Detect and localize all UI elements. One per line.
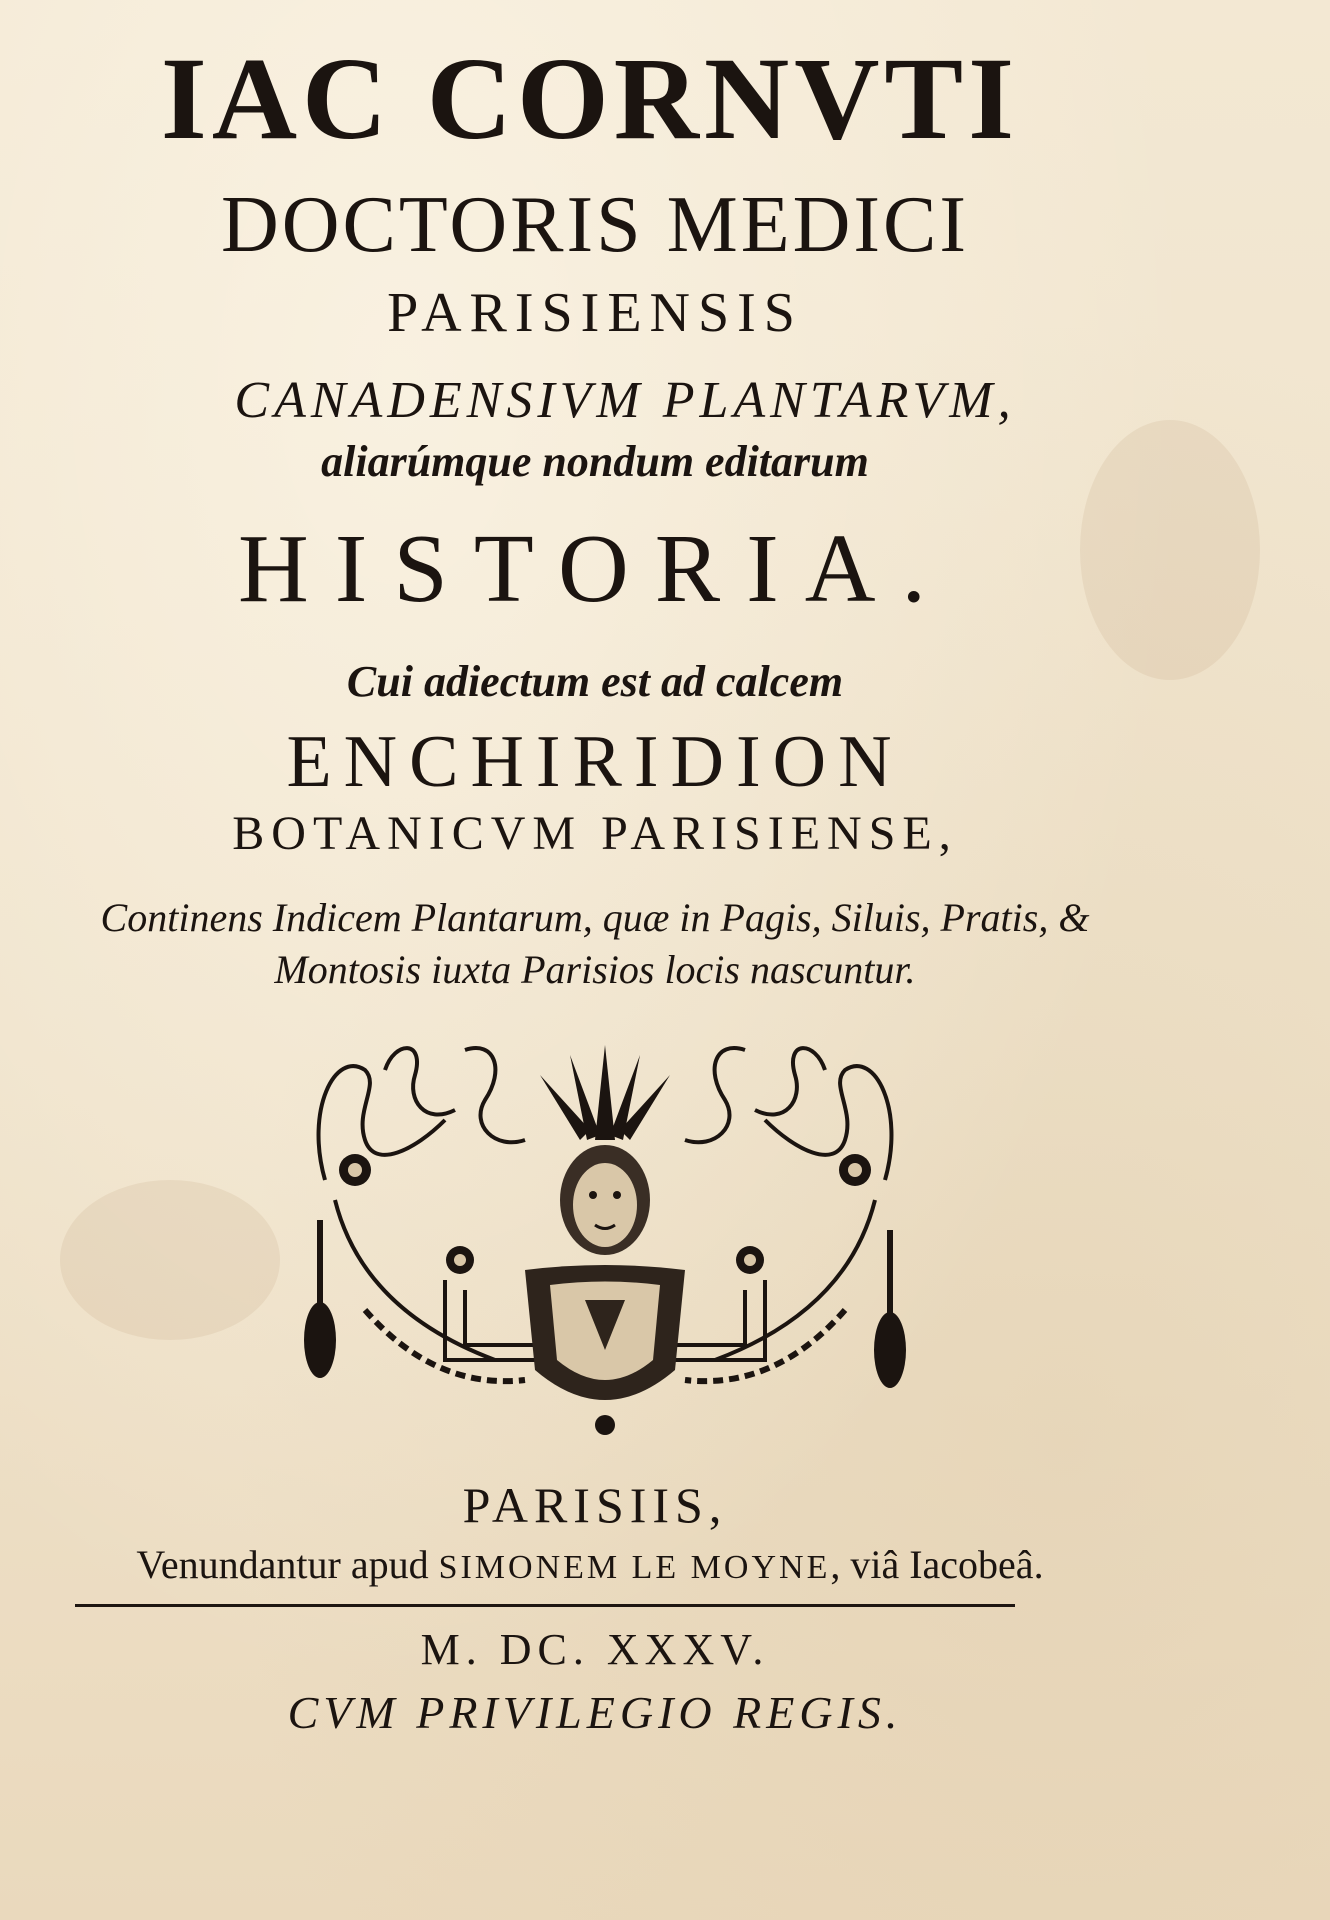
imprint-publisher — [10, 1542, 1170, 1587]
description-line-1: Continens Indicem Plantarum, quæ in Pagis, Siluis, Pratis, & — [100, 895, 1090, 940]
royal-privilege: CVM PRIVILEGIO REGIS. — [287, 1687, 903, 1738]
author-degree: DOCTORIS MEDICI — [220, 181, 969, 269]
subject-subline: aliarúmque nondum editarum — [321, 437, 869, 486]
publisher-name: SIMONEM LE MOYNE — [438, 1549, 831, 1586]
imprint-year: M. DC. XXXV. — [420, 1625, 770, 1674]
appendix-title: ENCHIRIDION — [286, 721, 904, 803]
imprint-rule — [75, 1604, 1015, 1607]
publisher-prefix: Venundantur apud — [136, 1542, 439, 1587]
author-name: IAC CORNVTI — [160, 33, 1020, 164]
appendix-intro: Cui adiectum est ad calcem — [346, 657, 844, 706]
main-title: HISTORIA. — [237, 515, 953, 623]
author-city: PARISIENSIS — [387, 282, 803, 344]
imprint-city: PARISIIS, — [462, 1477, 728, 1533]
subject-line: CANADENSIVM PLANTARVM, — [234, 372, 1016, 429]
publisher-address: , viâ Iacobeâ. — [830, 1542, 1044, 1587]
paper-stain — [60, 1180, 280, 1340]
printers-ornament-icon — [295, 1030, 915, 1450]
description-line-2: Montosis iuxta Parisios locis nascuntur. — [274, 947, 916, 992]
appendix-subtitle: BOTANICVM PARISIENSE, — [232, 807, 958, 860]
